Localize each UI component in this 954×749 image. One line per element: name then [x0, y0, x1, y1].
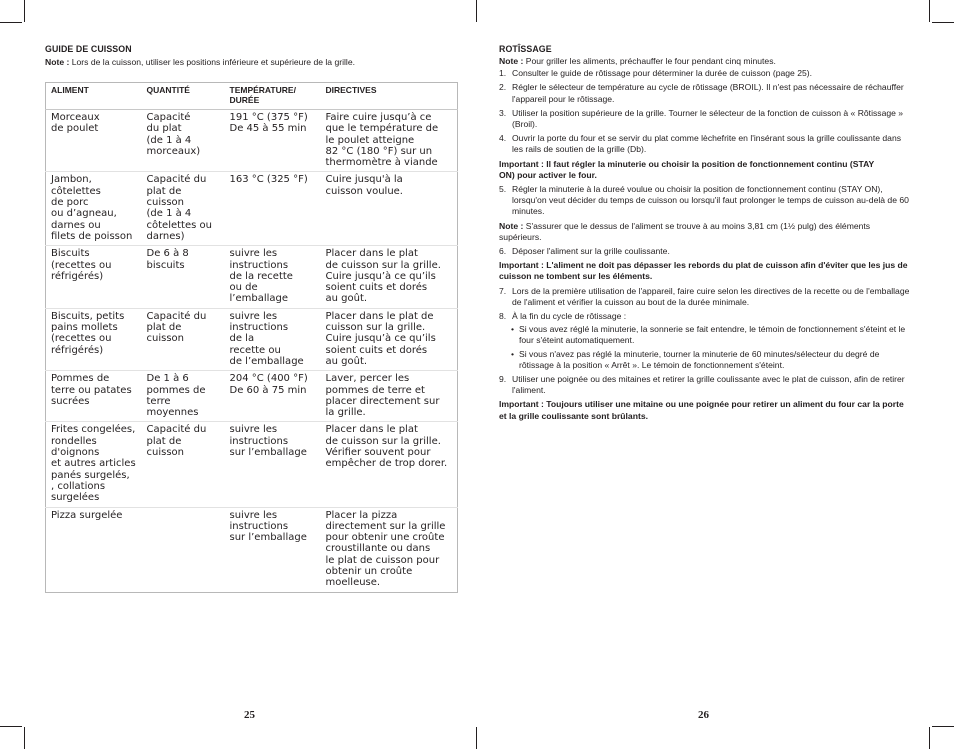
table-row: [46, 110, 458, 172]
table-cell: Pizza surgelée: [51, 509, 123, 521]
table-cell: 191 °C (375 °F) De 45 à 55 min: [225, 110, 321, 172]
important-note: Important : Toujours utiliser une mitaine ou une poignée pour retirer un aliment du four car la porte et la grille coulissante sont brûlants.: [499, 399, 904, 421]
crop-mark: [24, 727, 25, 749]
table-cell: Placer dans le plat de cuisson sur la grille. Vérifier souvent pour empêcher de trop dorer.: [321, 422, 458, 507]
table-cell: Capacité du plat de cuisson: [142, 308, 225, 370]
table-cell: 163 °C (325 °F): [225, 172, 321, 246]
note-text: S'assurer que le dessus de l'aliment se trouve à au moins 3,81 cm (1½ pulg) des éléments supérieurs.: [499, 220, 871, 242]
table-cell: [142, 507, 225, 592]
bullet-dot: •: [511, 348, 515, 359]
note-label: Note :: [45, 57, 70, 67]
page-number: 25: [244, 709, 255, 721]
step-2: [499, 82, 911, 104]
step-text: Déposer l'aliment sur la grille coulissante.: [512, 246, 670, 257]
step-1: [499, 68, 911, 79]
bullet-item: [499, 349, 911, 371]
step-number: 8.: [499, 311, 507, 322]
table-cell: Placer la pizza directement sur la grille pour obtenir une croûte croustillante ou dans le plat de cuisson pour obtenir un croûte moelleuse.: [325, 509, 446, 589]
table-cell: De 1 à 6 pommes de terre moyennes: [142, 371, 225, 422]
center-crop-mark: [476, 727, 477, 749]
note-label: Note :: [499, 56, 524, 66]
note-text: Lors de la cuisson, utiliser les positions inférieure et supérieure de la grille.: [69, 57, 356, 67]
table-row: [46, 172, 458, 246]
note: [45, 57, 457, 68]
table-row: [46, 308, 458, 370]
step-text: Régler la minuterie à la dureé voulue ou choisir la position de fonctionnement continu (STAY ON), lorsqu'on veut décider du temps de cuisson ou lorsqu'il faut prolonger le temps de cuisson au-delà de 60 minutes.: [512, 184, 909, 217]
step-text: Utiliser la position supérieure de la grille. Tourner le sélecteur de la fonction de cuisson à « Rôtissage » (Broil).: [512, 107, 904, 130]
column-header: QUANTITÉ: [142, 83, 225, 110]
step-number: 2.: [499, 82, 507, 93]
table-cell: Capacité du plat de cuisson (de 1 à 4 côtelettes ou darnes): [142, 172, 225, 246]
bullet-text: Si vous n'avez pas réglé la minuterie, tourner la minuterie de 60 minutes/sélecteur du degré de rôtissage à la position « Arrêt ». Le témoin de fonctionnement s'éteint.: [519, 348, 880, 370]
step-number: 6.: [499, 246, 507, 257]
bullet-text: Si vous avez réglé la minuterie, la sonnerie se fait entendre, le témoin de fonctionnement s'éteint et le four s'éteint automatiquement.: [519, 324, 906, 346]
table-cell: Biscuits, petits pains mollets (recettes ou réfrigérés): [46, 308, 142, 370]
step-number: 4.: [499, 133, 507, 144]
important-note: Important : L'aliment ne doit pas dépasser les rebords du plat de cuisson afin d'éviter que les jus de cuisson ne tombent sur les éléments.: [499, 260, 908, 282]
crop-mark: [932, 22, 954, 23]
note-text: Pour griller les aliments, préchauffer le four pendant cinq minutes.: [523, 56, 776, 66]
column-header: TEMPÉRATURE/ DURÉE: [225, 83, 321, 110]
step-6: [499, 246, 911, 257]
step-text: Lors de la première utilisation de l'appareil, faire cuire selon les directives de la recette ou de l'emballage de l'aliment et vérifier la cuisson au bout de la durée minimale.: [512, 285, 910, 307]
cooking-guide-table: [45, 82, 458, 593]
table-cell: Capacité du plat (de 1 à 4 morceaux): [142, 110, 225, 172]
table-cell: suivre les instructions sur l’emballage: [225, 422, 321, 507]
step-4: [499, 133, 911, 155]
intro-note: [499, 56, 911, 67]
important-note: Important : Il faut régler la minuterie ou choisir la position de fonctionnement continu (STAY ON) pour activer le four.: [499, 158, 875, 180]
table-cell: suivre les instructions sur l’emballage: [229, 509, 307, 544]
column-header: DIRECTIVES: [321, 83, 458, 110]
step-text: À la fin du cycle de rôtissage :: [512, 311, 627, 322]
step-text: Ouvrir la porte du four et se servir du plat comme lèchefrite en l'insérant sous la grille coulissante dans les rails de soutien de la grille (Db).: [512, 133, 902, 155]
note: [499, 221, 911, 243]
step-number: 9.: [499, 374, 507, 385]
step-number: 5.: [499, 184, 507, 195]
table-cell: Jambon, côtelettes de porc ou d’agneau, darnes ou filets de poisson: [46, 172, 142, 246]
step-7: [499, 286, 911, 308]
crop-mark: [24, 0, 25, 22]
table-cell: Laver, percer les pommes de terre et placer directement sur la grille.: [321, 371, 458, 422]
right-page: [499, 42, 911, 422]
step-text: Consulter le guide de rôtissage pour déterminer la durée de cuisson (page 25).: [512, 68, 813, 79]
table-row: [46, 507, 458, 592]
bullet-dot: •: [511, 324, 515, 335]
table-cell: Placer dans le plat de cuisson sur la grille. Cuire jusqu’à ce qu’ils soient cuits et dorés au goût.: [321, 308, 458, 370]
note-label: Note :: [499, 220, 524, 231]
table-cell: suivre les instructions de la recette ou de l’emballage: [225, 246, 321, 308]
step-text: Régler le sélecteur de température au cycle de rôtissage (BROIL). Il n'est pas nécessaire de réchauffer l'appareil pour le rôtissage.: [512, 82, 904, 104]
page-number: 26: [698, 709, 709, 721]
step-9: [499, 374, 911, 396]
table-cell: Capacité du plat de cuisson: [142, 422, 225, 507]
table-cell: Placer dans le plat de cuisson sur la grille. Cuire jusqu’à ce qu’ils soient cuits et dorés au goût.: [321, 246, 458, 308]
table-cell: Cuire jusqu'à la cuisson voulue.: [321, 172, 458, 246]
section-title: GUIDE DE CUISSON: [45, 44, 132, 54]
step-number: 1.: [499, 68, 507, 79]
table-row: [46, 422, 458, 507]
step-text: Utiliser une poignée ou des mitaines et retirer la grille coulissante avec le plat de cuisson, afin de retirer l'aliment.: [512, 374, 905, 396]
table-cell: Frites congelées, rondelles d'oignons et autres articles panés surgelés, , collations surgelées: [46, 422, 142, 507]
table-header-row: [46, 83, 458, 110]
step-number: 7.: [499, 285, 507, 296]
bullet-item: [499, 324, 911, 346]
center-crop-mark: [476, 0, 477, 22]
crop-mark: [0, 22, 22, 23]
crop-mark: [929, 0, 930, 22]
crop-mark: [932, 726, 954, 727]
step-3: [499, 108, 911, 130]
step-number: 3.: [499, 107, 507, 118]
table-row: [46, 371, 458, 422]
table-cell: Faire cuire jusqu’à ce que le température de le poulet atteigne 82 °C (180 °F) sur un thermomètre à viande: [321, 110, 458, 172]
table-row: [46, 246, 458, 308]
table-cell: suivre les instructions de la recette ou de l’emballage: [225, 308, 321, 370]
crop-mark: [0, 726, 22, 727]
table-cell: 204 °C (400 °F) De 60 à 75 min: [225, 371, 321, 422]
step-8: [499, 311, 911, 322]
table-cell: Pommes de terre ou patates sucrées: [46, 371, 142, 422]
left-page: [45, 42, 457, 589]
crop-mark: [929, 727, 930, 749]
table-cell: De 6 à 8 biscuits: [142, 246, 225, 308]
step-5: [499, 184, 911, 218]
column-header: ALIMENT: [46, 83, 142, 110]
table-cell: Biscuits (recettes ou réfrigérés): [46, 246, 142, 308]
table-cell: Morceaux de poulet: [46, 110, 142, 172]
section-title: ROTÎSSAGE: [499, 44, 552, 54]
